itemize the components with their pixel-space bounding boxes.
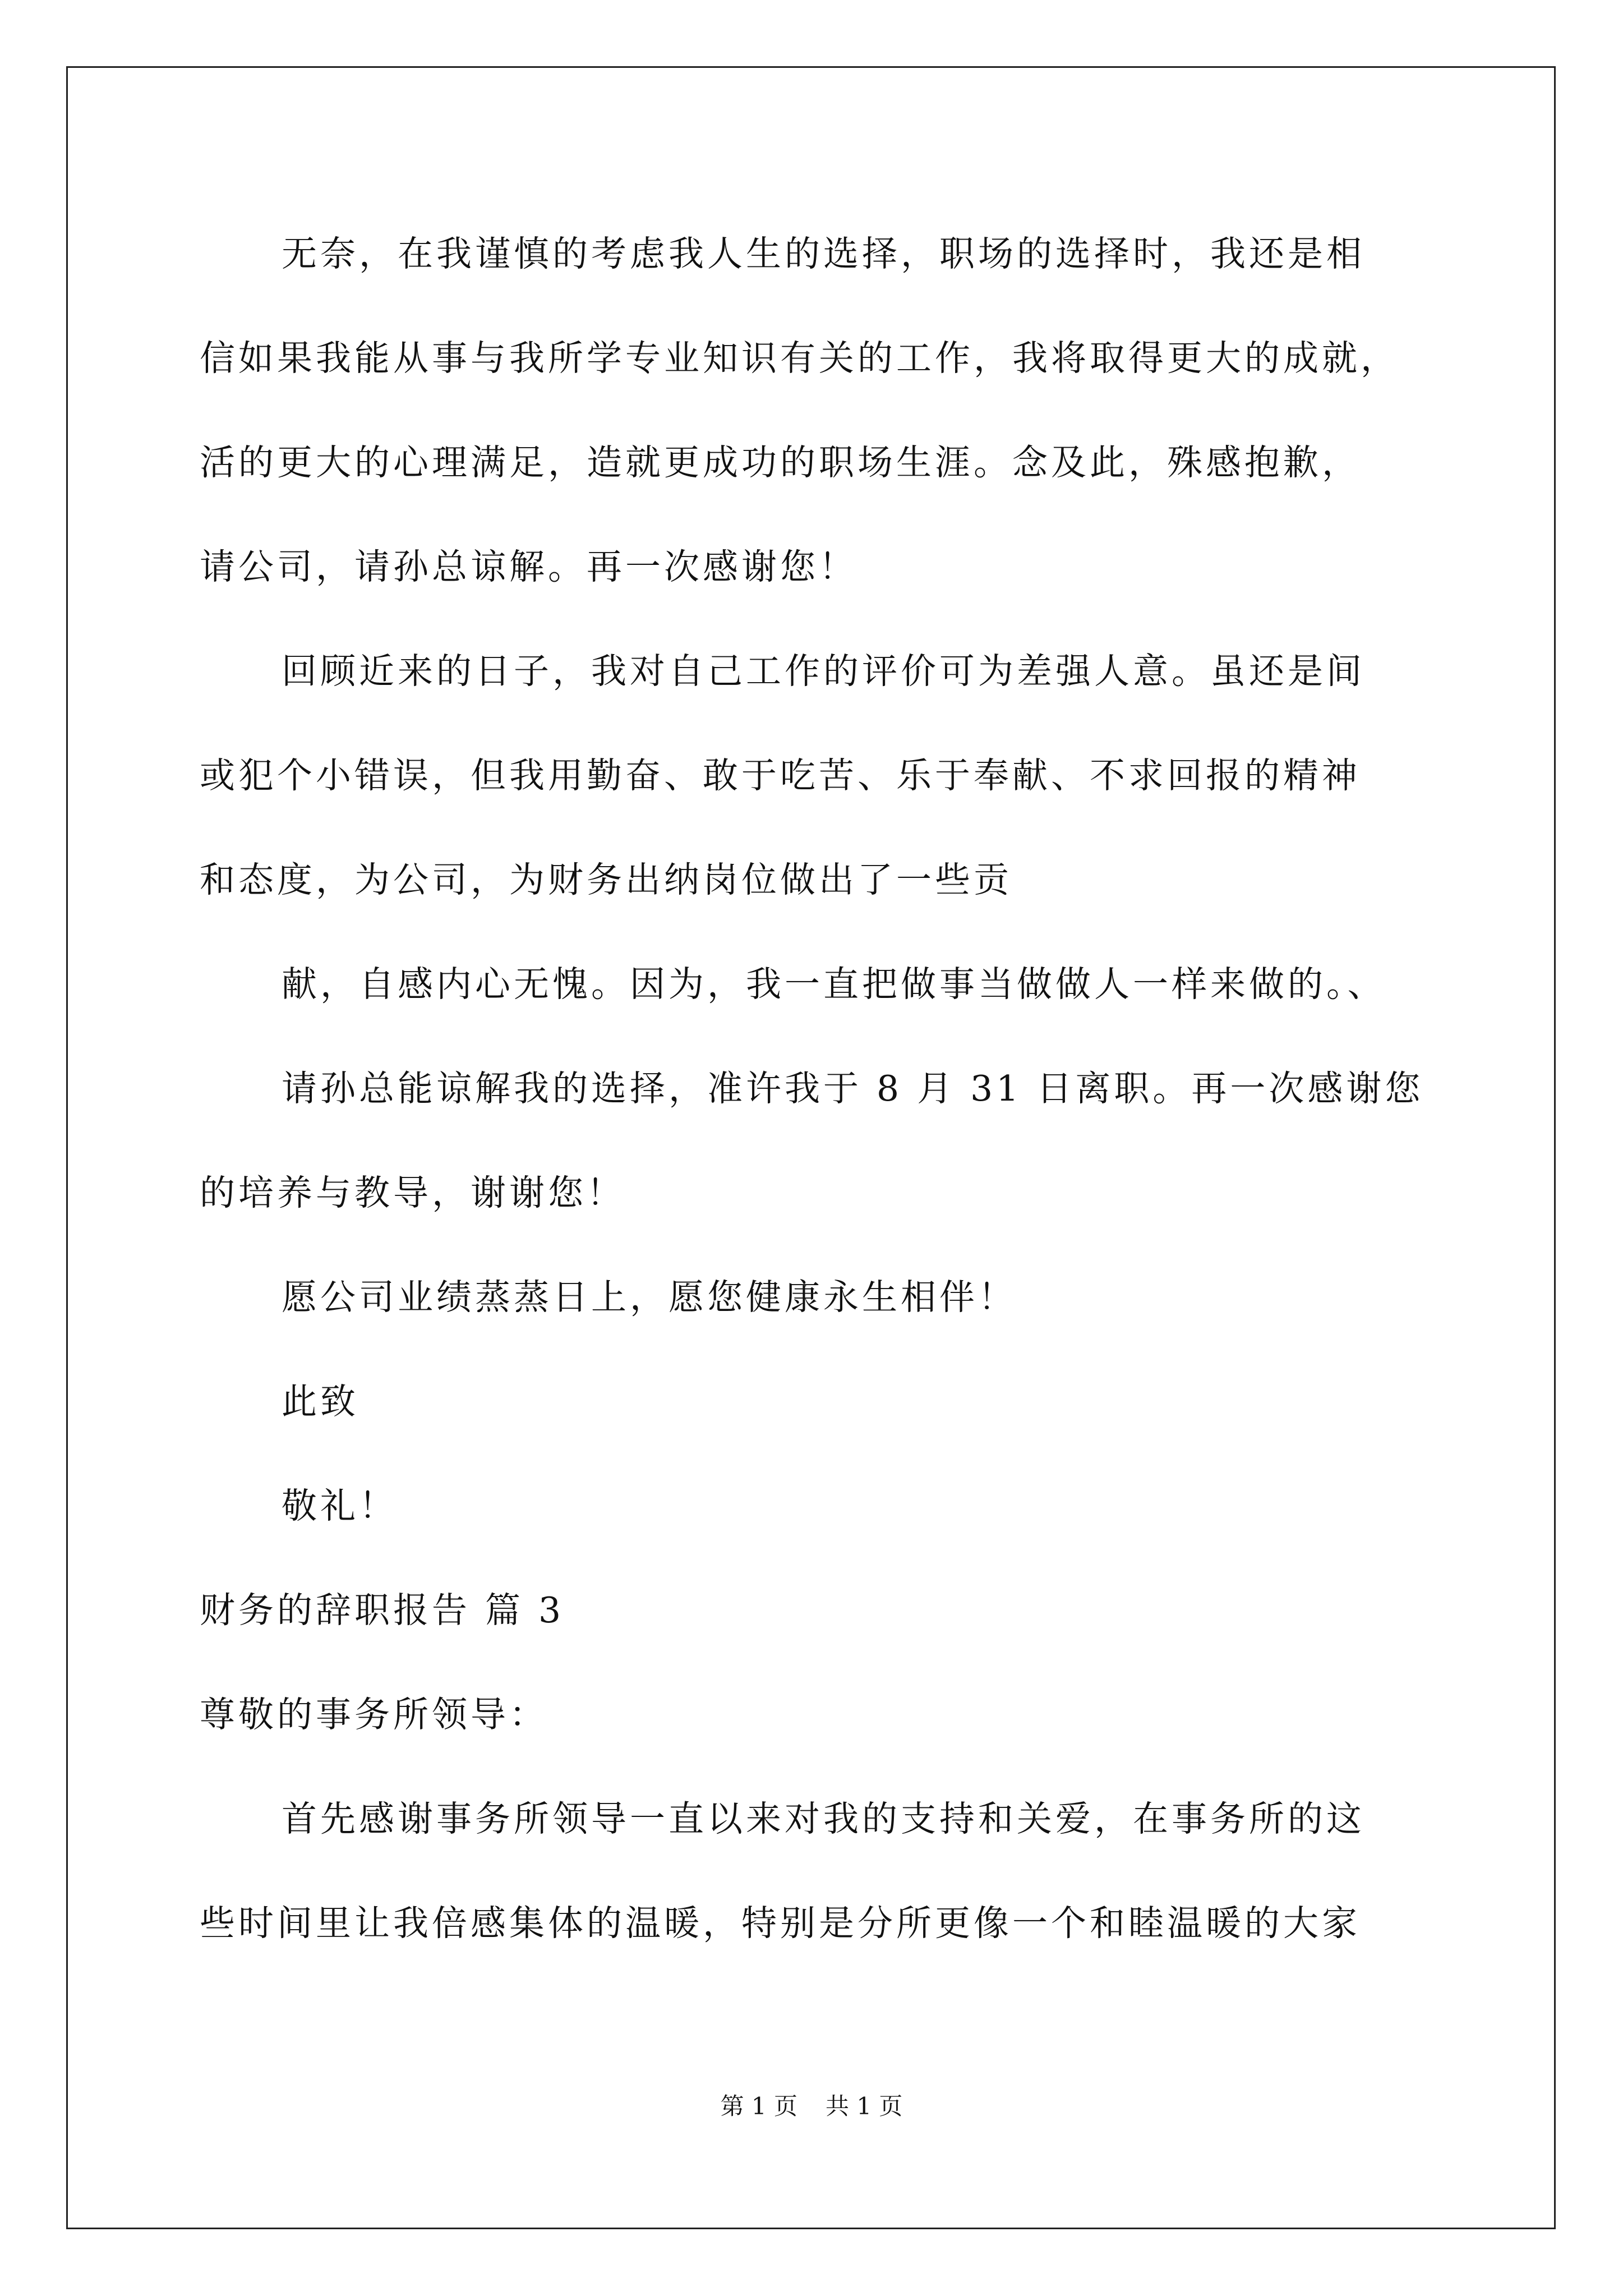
salutation-line: 此致 bbox=[282, 1381, 359, 1422]
page-number-total: 共 1 页 bbox=[826, 2092, 903, 2120]
document-body bbox=[200, 202, 1433, 1976]
paragraph-line: 信如果我能从事与我所学专业知识有关的工作，我将取得更大的成就， bbox=[200, 338, 1399, 379]
closing-wish: 愿公司业绩蒸蒸日上，愿您健康永生相伴！ bbox=[282, 1277, 1017, 1318]
paragraph-line: 或犯个小错误，但我用勤奋、敢于吃苦、乐于奉献、不求回报的精神 bbox=[200, 755, 1361, 796]
page-footer bbox=[0, 2088, 1623, 2122]
paragraph-line: 首先感谢事务所领导一直以来对我的支持和关爱，在事务所的这 bbox=[282, 1798, 1365, 1839]
paragraph-line: 回顾近来的日子，我对自己工作的评价可为差强人意。虽还是间 bbox=[282, 651, 1365, 692]
page-number-current: 第 1 页 bbox=[720, 2092, 797, 2120]
paragraph-line: 些时间里让我倍感集体的温暖，特别是分所更像一个和睦温暖的大家 bbox=[200, 1903, 1361, 1944]
paragraph-line: 请孙总能谅解我的选择，准许我于 8 月 31 日离职。再一次感谢您 bbox=[282, 1068, 1424, 1109]
paragraph-line: 活的更大的心理满足，造就更成功的职场生涯。念及此，殊感抱歉， bbox=[200, 442, 1361, 483]
paragraph-line: 献，自感内心无愧。因为，我一直把做事当做做人一样来做的。、 bbox=[282, 964, 1386, 1005]
paragraph-line: 的培养与教导，谢谢您！ bbox=[200, 1172, 625, 1213]
section-heading: 财务的辞职报告 篇 3 bbox=[200, 1590, 565, 1631]
greeting-line: 尊敬的事务所领导： bbox=[200, 1694, 548, 1735]
paragraph-line: 无奈，在我谨慎的考虑我人生的选择，职场的选择时，我还是相 bbox=[282, 233, 1365, 274]
paragraph-line: 和态度，为公司，为财务出纳岗位做出了一些贡 bbox=[200, 859, 1012, 900]
salutation-line: 敬礼！ bbox=[282, 1485, 398, 1526]
paragraph-line: 请公司，请孙总谅解。再一次感谢您！ bbox=[200, 546, 857, 587]
